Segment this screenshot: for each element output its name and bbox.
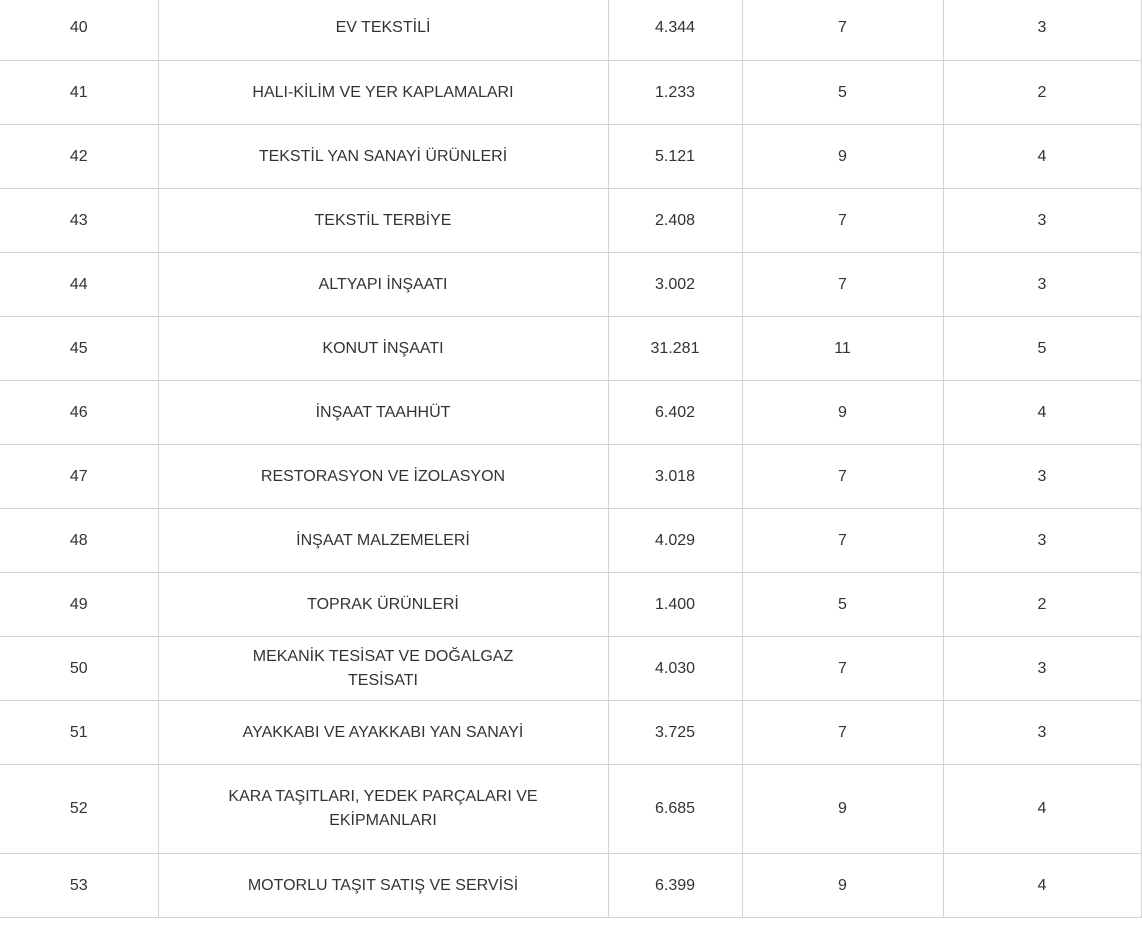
sector-name: AYAKKABI VE AYAKKABI YAN SANAYİ bbox=[158, 701, 608, 765]
count-cell: 7 bbox=[742, 701, 943, 765]
value-cell: 1.400 bbox=[608, 573, 742, 637]
row-number: 51 bbox=[0, 701, 158, 765]
table-row bbox=[0, 509, 1141, 573]
count-cell-2: 4 bbox=[943, 765, 1141, 854]
row-number: 42 bbox=[0, 125, 158, 189]
sector-name: MOTORLU TAŞIT SATIŞ VE SERVİSİ bbox=[158, 854, 608, 918]
row-number: 43 bbox=[0, 189, 158, 253]
row-number: 45 bbox=[0, 317, 158, 381]
count-cell-2: 3 bbox=[943, 509, 1141, 573]
count-cell: 9 bbox=[742, 765, 943, 854]
table-row bbox=[0, 854, 1141, 918]
row-number: 53 bbox=[0, 854, 158, 918]
value-cell: 4.030 bbox=[608, 637, 742, 701]
value-cell: 3.725 bbox=[608, 701, 742, 765]
row-number: 49 bbox=[0, 573, 158, 637]
value-cell: 6.399 bbox=[608, 854, 742, 918]
value-cell: 3.018 bbox=[608, 445, 742, 509]
sector-name: ALTYAPI İNŞAATI bbox=[158, 253, 608, 317]
table-row bbox=[0, 0, 1141, 61]
count-cell-2: 3 bbox=[943, 701, 1141, 765]
value-cell: 2.408 bbox=[608, 189, 742, 253]
count-cell-2: 3 bbox=[943, 637, 1141, 701]
row-number: 41 bbox=[0, 61, 158, 125]
sector-name: EV TEKSTİLİ bbox=[158, 0, 608, 61]
count-cell: 7 bbox=[742, 253, 943, 317]
table-row bbox=[0, 253, 1141, 317]
value-cell: 4.029 bbox=[608, 509, 742, 573]
count-cell: 5 bbox=[742, 61, 943, 125]
count-cell-2: 3 bbox=[943, 189, 1141, 253]
table-row bbox=[0, 317, 1141, 381]
count-cell: 7 bbox=[742, 509, 943, 573]
table-row bbox=[0, 61, 1141, 125]
table-row bbox=[0, 125, 1141, 189]
table-row bbox=[0, 573, 1141, 637]
count-cell-2: 2 bbox=[943, 61, 1141, 125]
row-number: 44 bbox=[0, 253, 158, 317]
count-cell: 7 bbox=[742, 445, 943, 509]
sector-name: KONUT İNŞAATI bbox=[158, 317, 608, 381]
table-row bbox=[0, 637, 1141, 701]
count-cell: 9 bbox=[742, 381, 943, 445]
count-cell-2: 2 bbox=[943, 573, 1141, 637]
count-cell-2: 5 bbox=[943, 317, 1141, 381]
row-number: 48 bbox=[0, 509, 158, 573]
sector-name: KARA TAŞITLARI, YEDEK PARÇALARI VE EKİPMANLARI bbox=[158, 765, 608, 854]
row-number: 47 bbox=[0, 445, 158, 509]
count-cell-2: 3 bbox=[943, 445, 1141, 509]
sector-name: MEKANİK TESİSAT VE DOĞALGAZ TESİSATI bbox=[158, 637, 608, 701]
count-cell: 7 bbox=[742, 0, 943, 61]
table-row bbox=[0, 765, 1141, 854]
sector-name: İNŞAAT TAAHHÜT bbox=[158, 381, 608, 445]
table-row bbox=[0, 701, 1141, 765]
count-cell: 7 bbox=[742, 637, 943, 701]
value-cell: 6.685 bbox=[608, 765, 742, 854]
value-cell: 31.281 bbox=[608, 317, 742, 381]
sector-name: TEKSTİL TERBİYE bbox=[158, 189, 608, 253]
value-cell: 5.121 bbox=[608, 125, 742, 189]
sector-name: TOPRAK ÜRÜNLERİ bbox=[158, 573, 608, 637]
row-number: 50 bbox=[0, 637, 158, 701]
sector-name: HALI-KİLİM VE YER KAPLAMALARI bbox=[158, 61, 608, 125]
count-cell-2: 4 bbox=[943, 125, 1141, 189]
count-cell: 5 bbox=[742, 573, 943, 637]
sector-name: İNŞAAT MALZEMELERİ bbox=[158, 509, 608, 573]
count-cell: 9 bbox=[742, 854, 943, 918]
table-row bbox=[0, 381, 1141, 445]
row-number: 46 bbox=[0, 381, 158, 445]
table-row bbox=[0, 189, 1141, 253]
value-cell: 1.233 bbox=[608, 61, 742, 125]
count-cell-2: 4 bbox=[943, 854, 1141, 918]
count-cell-2: 3 bbox=[943, 253, 1141, 317]
count-cell: 11 bbox=[742, 317, 943, 381]
value-cell: 3.002 bbox=[608, 253, 742, 317]
table-row bbox=[0, 445, 1141, 509]
count-cell-2: 4 bbox=[943, 381, 1141, 445]
count-cell-2: 3 bbox=[943, 0, 1141, 61]
sector-name: RESTORASYON VE İZOLASYON bbox=[158, 445, 608, 509]
sector-name: TEKSTİL YAN SANAYİ ÜRÜNLERİ bbox=[158, 125, 608, 189]
value-cell: 6.402 bbox=[608, 381, 742, 445]
row-number: 40 bbox=[0, 0, 158, 61]
value-cell: 4.344 bbox=[608, 0, 742, 61]
count-cell: 9 bbox=[742, 125, 943, 189]
count-cell: 7 bbox=[742, 189, 943, 253]
row-number: 52 bbox=[0, 765, 158, 854]
